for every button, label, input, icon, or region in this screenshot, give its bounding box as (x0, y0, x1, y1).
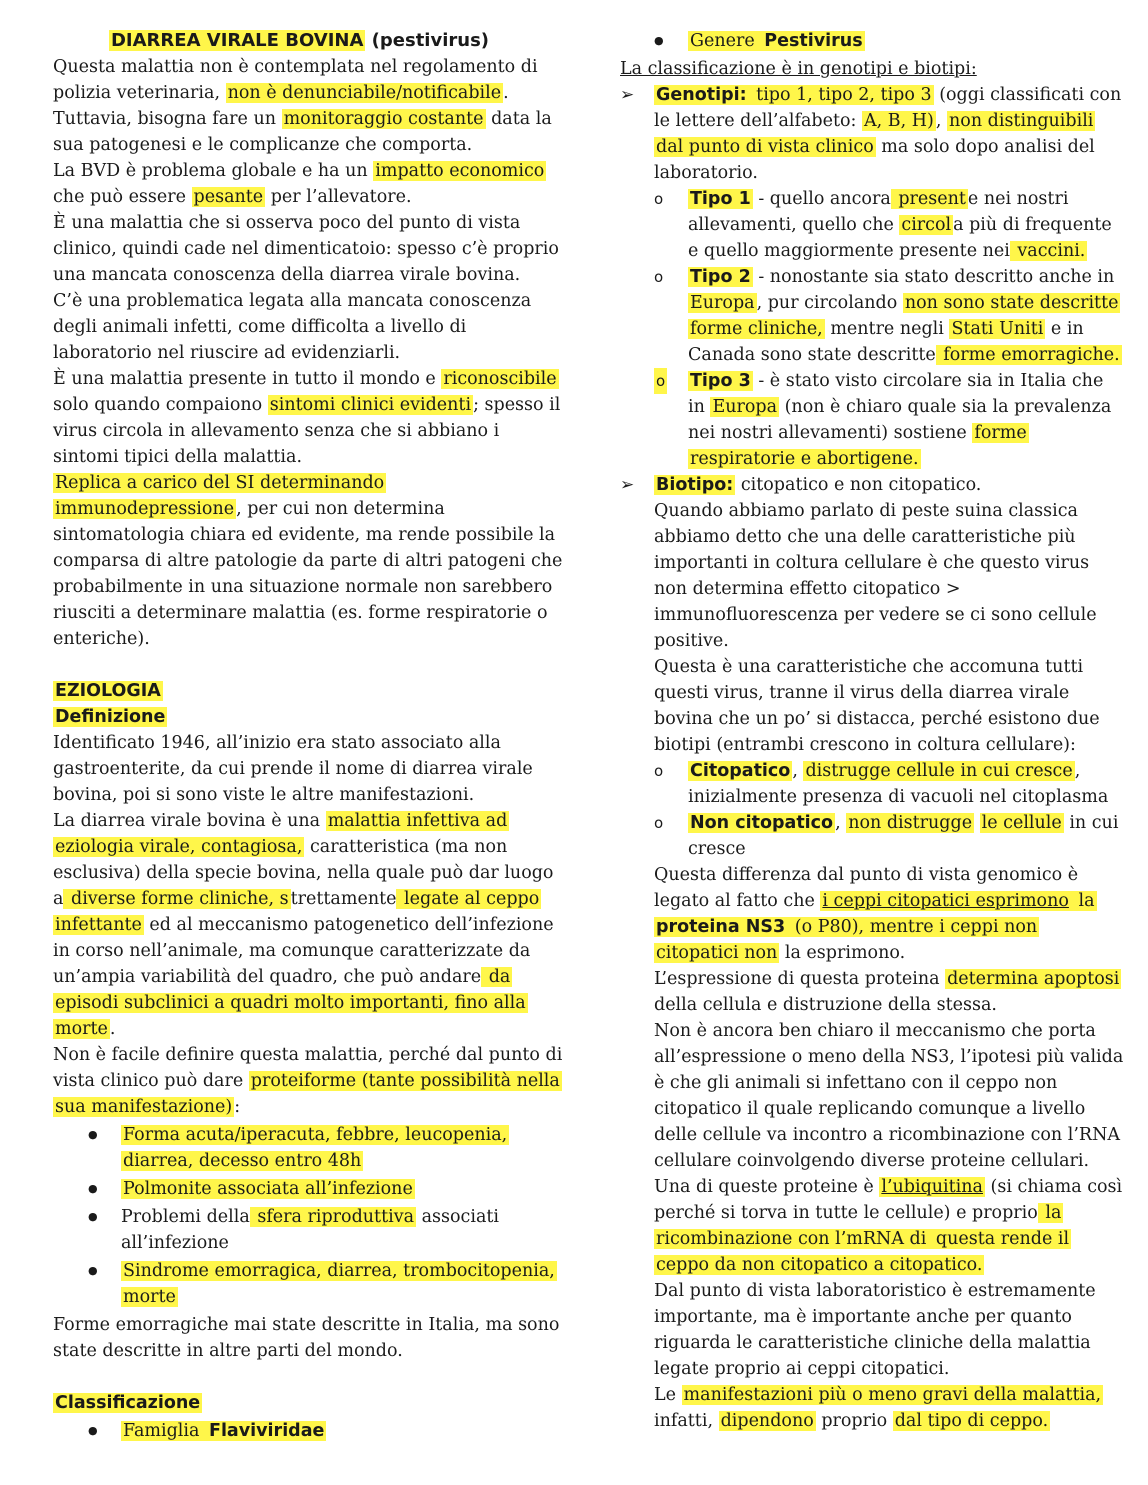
highlighted-text: proteina NS3 (656, 917, 786, 937)
famiglia-list (53, 1418, 565, 1444)
text-run: ma solo dopo analisi del laboratorio. (654, 137, 1095, 183)
text-run: Questa differenza dal punto di vista genomico è legato al fatto che (654, 865, 1079, 911)
list-item (53, 1176, 565, 1202)
accomuna-paragraph: Questa è una caratteristiche che accomuna tutti questi virus, tranne il virus della diarrea virale bovina che un po’ si distacca, perché esistono due biotipi (entrambi crescono in coltura cellulare): (654, 657, 1100, 755)
ubiquitina-paragraph (654, 1174, 1125, 1278)
text-run: associati all’infezione (121, 1207, 500, 1253)
text-run: , per cui non determina sintomatologia chiara ed evidente, ma rende possibile la comparsa di altre patologie da parte di altri patogeni che probabilmente in una situazione normale non sarebbero riusciti a determinare malattia (es. forme respiratorie o enteriche). (53, 499, 563, 649)
text-run: in cui cresce (688, 813, 1119, 859)
spacer (53, 1364, 565, 1390)
text-run: data la sua patogenesi e le complicanze che comporta. (53, 109, 552, 155)
highlighted-text: (o P80), mentre i ceppi non citopatici non (656, 917, 1038, 963)
highlighted-text: Tipo 2 (690, 267, 751, 287)
highlighted-text: distrugge cellule in cui cresce (805, 761, 1073, 781)
highlighted-text: manifestazioni più o meno gravi della malattia, (683, 1385, 1102, 1405)
highlighted-text: Biotipo: (656, 475, 734, 495)
highlighted-text: Tipo 3 (690, 371, 751, 391)
highlighted-text: Replica a carico del SI determinando immunodepressione (55, 473, 385, 519)
list-item (53, 1418, 565, 1444)
title-sub: (pestivirus) (371, 30, 490, 51)
highlighted-text: Sindrome emorragica, diarrea, trombocitopenia, morte (123, 1261, 555, 1307)
highlighted-text: sfera riproduttiva (251, 1207, 415, 1227)
text-run: , inizialmente presenza di vacuoli nel citoplasma (688, 761, 1109, 807)
text-run: caratteristica (ma non esclusiva) della specie bovina, nella quale può dar luogo a (53, 837, 554, 909)
definizione-paragraph (53, 808, 565, 1042)
text-run: Le (654, 1385, 682, 1405)
genotipi-text (654, 82, 1125, 186)
text-run: infatti, (654, 1411, 719, 1431)
left-column (53, 28, 565, 1446)
problematica-paragraph: C’è una problematica legata alla mancata conoscenza degli animali infetti, come difficolta a livello di laboratorio nel riuscire ad evidenziarli. (53, 291, 532, 363)
list-item (53, 1122, 565, 1174)
text-run: proprio (815, 1411, 893, 1431)
text-run: Una di queste proteine è (654, 1177, 880, 1197)
biotipo-text (654, 472, 1125, 498)
meccanismo-paragraph: Non è ancora ben chiaro il meccanismo che porta all’espressione o meno della NS3, l’ipotesi più valida è che gli animali si infettano con il ceppo non citopatico il quale replicando comunque a livello delle cellule va incontro a ricombinazione con l’RNA cellulare coinvolgendo diverse proteine cellulari. (654, 1021, 1124, 1171)
text-run: (non è chiaro quale sia la prevalenza nei nostri allevamenti) sostiene (688, 397, 1112, 443)
highlighted-text: Genere (690, 31, 761, 51)
manifestazioni-list (53, 1122, 565, 1310)
tipo-item (654, 264, 1125, 368)
classificazione-list (620, 82, 1125, 1434)
text-run: Non è facile definire questa malattia, perché dal punto di vista clinico può dare (53, 1045, 563, 1091)
highlighted-text: Flaviviridae (208, 1421, 325, 1441)
text-run: - quello ancora (752, 189, 891, 209)
right-column (620, 28, 1125, 1434)
highlighted-text: proteiforme (tante possibilità nella sua manifestazione) (55, 1071, 560, 1117)
genere-list (620, 28, 1125, 54)
highlighted-text: Pestivirus (764, 31, 863, 51)
text-run: ; spesso il virus circola in allevamento senza che si abbiano i sintomi tipici della malattia. (53, 395, 561, 467)
highlighted-text: impatto economico (375, 161, 545, 181)
text-run: , (935, 111, 948, 131)
highlighted-text: non distrugge (848, 813, 973, 833)
highlighted-text: da episodi subclinici a quadri molto importanti, fino alla morte (55, 967, 526, 1039)
text-run (974, 813, 980, 833)
highlighted-text: dipendono (720, 1411, 814, 1431)
poco-paragraph: È una malattia che si osserva poco del punto di vista clinico, quindi cade nel dimenticatoio: spesso c’è proprio una mancata conoscenza della diarrea virale bovina. (53, 213, 559, 285)
highlighted-text: Europa (690, 293, 755, 313)
bvd-paragraph (53, 158, 565, 210)
highlighted-text: Genotipi: (656, 85, 747, 105)
highlighted-text: determina apoptosi (947, 969, 1120, 989)
text-run: L’espressione di questa proteina (654, 969, 946, 989)
text-run: trettamente (290, 889, 397, 909)
text-run: che può essere (53, 187, 192, 207)
highlighted-text: non distinguibili dal punto di vista clinico (656, 111, 1094, 157)
text-run: (oggi classificati con le lettere dell’alfabeto: (654, 85, 1122, 131)
page-title (53, 28, 545, 54)
text-run: È una malattia presente in tutto il mondo e (53, 369, 442, 389)
nonfacile-paragraph (53, 1042, 565, 1120)
text-run: , pur circolando (756, 293, 903, 313)
biotipi-list (654, 758, 1125, 862)
text-run: e in Canada sono state descritte (688, 319, 1084, 365)
biotipo-list-item (654, 810, 1125, 862)
text-run: - nonostante sia stato descritto anche in (752, 267, 1115, 287)
text-run: Questa malattia non è contemplata nel regolamento di polizia veterinaria, (53, 57, 538, 103)
text-run: per l’allevatore. (265, 187, 412, 207)
text-run: la esprimono. (779, 943, 906, 963)
highlighted-text: diverse forme cliniche, s (65, 889, 289, 909)
highlighted-text: dal tipo di ceppo. (894, 1411, 1049, 1431)
text-run: ed al meccanismo patogenetico dell’infezione in corso nell’animale, ma comunque caratterizzate da un’ampia variabilità del quadro, che può andare (53, 915, 554, 987)
highlighted-text: le cellule (981, 813, 1062, 833)
highlighted-text: circol (901, 215, 952, 235)
text-run: , (835, 813, 847, 833)
text-run: citopatico e non citopatico. (735, 475, 982, 495)
highlighted-text: A, B, H) (864, 111, 934, 131)
list-item (53, 1204, 565, 1256)
highlighted-text: non sono state descritte forme cliniche, (690, 293, 1119, 339)
highlighted-text: forme emorragiche. (937, 345, 1120, 365)
definizione-heading: Definizione (55, 707, 166, 727)
text-run: - è stato visto circolare sia in Italia che in (688, 371, 1104, 417)
highlighted-text: la ricombinazione con l’mRNA di (656, 1203, 1062, 1249)
highlighted-text: la (1072, 891, 1095, 911)
classificazione-heading: Classificazione (55, 1393, 201, 1413)
highlighted-text: legate al ceppo infettante (55, 889, 540, 935)
text-run: mentre negli (824, 319, 950, 339)
highlighted-text: questa rende il ceppo da non citopatico a citopatico. (656, 1229, 1070, 1275)
title-main: DIARREA VIRALE BOVINA (110, 30, 364, 51)
genotipi-item (620, 82, 1125, 472)
highlighted-text: present (892, 189, 966, 209)
eziologia-heading: EZIOLOGIA (55, 681, 161, 701)
highlighted-text: Famiglia (123, 1421, 205, 1441)
text-run: . Tuttavia, bisogna fare un (53, 83, 509, 129)
peste-paragraph: Quando abbiamo parlato di peste suina classica abbiamo detto che una delle caratteristiche più importanti in coltura cellulare è che questo virus non determina effetto citopatico > immunofluorescenza per vedere se ci sono cellule positive. (654, 501, 1097, 651)
highlighted-text: i ceppi citopatici esprimono (822, 891, 1069, 911)
highlighted-text: l’ubiquitina (881, 1177, 983, 1197)
text-run: della cellula e distruzione della stessa. (654, 995, 997, 1015)
text-run: , (792, 761, 804, 781)
emorragiche-paragraph: Forme emorragiche mai state descritte in Italia, ma sono state descritte in altre parti del mondo. (53, 1315, 560, 1361)
espressione-paragraph (654, 966, 1125, 1018)
manifestazioni-paragraph (654, 1382, 1125, 1434)
highlighted-text: riconoscibile (443, 369, 557, 389)
highlighted-text: pesante (193, 187, 264, 207)
highlighted-text: tipo 1, tipo 2, tipo 3 (750, 85, 932, 105)
mondo-paragraph (53, 366, 565, 470)
highlighted-text: Europa (712, 397, 778, 417)
highlighted-text: Forma acuta/iperacuta, febbre, leucopenia, diarrea, decesso entro 48h (123, 1125, 508, 1171)
biotipo-list-item (654, 758, 1125, 810)
list-item (620, 28, 1125, 54)
identificato-paragraph: Identificato 1946, all’inizio era stato associato alla gastroenterite, da cui prende il nome di diarrea virale bovina, poi si sono viste le altre manifestazioni. (53, 733, 533, 805)
highlighted-text: Non citopatico (690, 813, 834, 833)
text-run: solo quando compaiono (53, 395, 268, 415)
highlighted-text: monitoraggio costante (283, 109, 484, 129)
text-run: (si chiama così perché si torva in tutte le cellule) e proprio (654, 1177, 1123, 1223)
highlighted-text: Tipo 1 (690, 189, 751, 209)
highlighted-text: sintomi clinici evidenti (269, 395, 472, 415)
intro-paragraph (53, 54, 565, 158)
highlighted-text: Citopatico (690, 761, 791, 781)
text-run: La BVD è problema globale e ha un (53, 161, 374, 181)
text-run: e nei nostri allevamenti, quello che (688, 189, 1069, 235)
replica-paragraph (53, 470, 565, 652)
text-run: a più di frequente e quello maggiormente presente nei (688, 215, 1112, 261)
highlighted-text: Stati Uniti (951, 319, 1044, 339)
list-item (53, 1258, 565, 1310)
highlighted-text: malattia infettiva ad eziologia virale, contagiosa, (55, 811, 508, 857)
text-run: La diarrea virale bovina è una (53, 811, 326, 831)
highlighted-text: vaccini. (1011, 241, 1086, 261)
highlighted-text: non è denunciabile/notificabile (227, 83, 502, 103)
biotipo-item (620, 472, 1125, 1434)
laboratoristico-paragraph: Dal punto di vista laboratoristico è estremamente importante, ma è importante anche per quanto riguarda le caratteristiche cliniche della malattia legate proprio ai ceppi citopatici. (654, 1281, 1096, 1379)
text-run: Problemi della (121, 1207, 250, 1227)
classificazione-line: La classificazione è in genotipi e biotipi: (620, 59, 977, 79)
text-run: . (109, 1019, 116, 1039)
highlighted-text: Polmonite associata all’infezione (123, 1179, 413, 1199)
differenza-paragraph (654, 862, 1125, 966)
tipo-item (654, 368, 1125, 472)
spacer (53, 652, 565, 678)
tipo-item (654, 186, 1125, 264)
text-run: : (234, 1097, 241, 1117)
highlighted-text: forme respiratorie e abortigene. (690, 423, 1027, 469)
tipi-list (654, 186, 1125, 472)
